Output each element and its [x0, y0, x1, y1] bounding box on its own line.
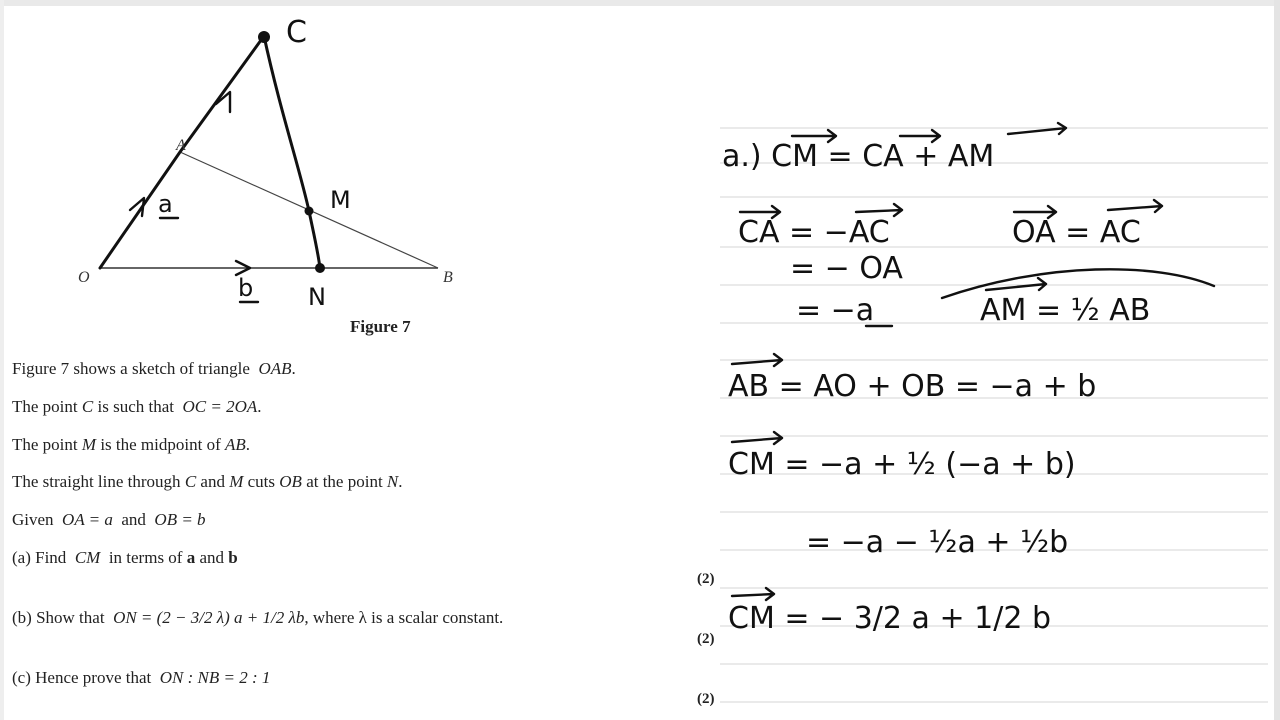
- question-line-2: The point C is such that OC = 2OA.: [12, 397, 262, 416]
- handwritten-working: [716, 0, 1276, 720]
- question-part-b: (b) Show that ON = (2 − 3/2 λ) a + 1/2 λb, where λ is a scalar constant.: [12, 608, 504, 627]
- figure-caption: Figure 7: [350, 317, 411, 336]
- label-O: O: [78, 269, 90, 286]
- working-line-5: AB = AO + OB = −a + b: [728, 369, 1097, 404]
- question-line-3: The point M is the midpoint of AB.: [12, 435, 251, 454]
- vector-arrow-icon: [732, 432, 782, 444]
- mark-part-a: (2): [697, 571, 715, 587]
- question-part-a: (a) Find CM in terms of a and b: [12, 548, 238, 567]
- working-line-6: CM = −a + ½ (−a + b): [728, 447, 1076, 482]
- working-line-7: = −a − ½a + ½b: [806, 525, 1069, 560]
- hw-label-N: N: [308, 283, 326, 311]
- line-CN: [264, 36, 320, 268]
- question-line-4: The straight line through C and M cuts OB at the point N.: [12, 472, 403, 491]
- question-part-c: (c) Hence prove that ON : NB = 2 : 1: [12, 668, 271, 687]
- point-C-dot: [258, 31, 270, 43]
- vector-expression-ON: ON = (2 − 3/2 λ) a + 1/2 λb: [113, 608, 305, 627]
- figure-7-diagram: [0, 0, 560, 345]
- working-line-2-left: CA = −AC: [738, 215, 890, 250]
- hw-label-M: M: [330, 186, 351, 214]
- working-line-8: CM = − 3/2 a + 1/2 b: [728, 601, 1051, 636]
- label-A: A: [176, 137, 186, 154]
- vector-arrow-icon: [732, 588, 774, 600]
- working-line-3: = − OA: [790, 251, 903, 286]
- point-N-dot: [315, 263, 325, 273]
- hw-label-a: a: [158, 190, 173, 218]
- working-line-1: a.) CM = CA + AM: [722, 139, 995, 174]
- point-M-dot: [305, 207, 314, 216]
- working-line-2-right: OA = AC: [1012, 215, 1141, 250]
- mark-part-c: (2): [697, 691, 715, 707]
- label-B: B: [443, 269, 453, 286]
- vector-arrow-icon: [1108, 200, 1162, 212]
- mark-part-b: (2): [697, 631, 715, 647]
- hw-label-b: b: [238, 274, 254, 302]
- question-line-1: Figure 7 shows a sketch of triangle OAB.: [12, 359, 296, 378]
- working-line-4-left: = −a: [796, 293, 875, 328]
- hw-label-C: C: [286, 15, 307, 50]
- question-line-5: Given OA = a and OB = b: [12, 510, 206, 529]
- vector-arrow-icon: [986, 278, 1046, 290]
- working-line-4-right: AM = ½ AB: [980, 293, 1151, 328]
- vector-expression-OC: OC = 2OA: [182, 397, 258, 416]
